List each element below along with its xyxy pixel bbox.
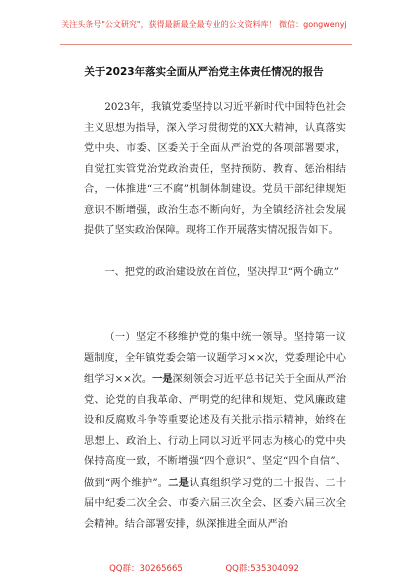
body-text-a: （一）坚定不移维护党的集中统一领导。坚持第一议题制度，全年镇党委会第一议题学习××次，党委理论中心组学习××次。 [84,332,346,385]
section-heading: 一、把党的政治建设放在首位，坚决捍卫“两个确立” [104,267,339,278]
footer-qq-2: QQ群:535304092 [225,564,299,574]
header-text: 关注头条号"公文研究"，获得最新最全最专业的公文资料库！ 微信：gongwenyj [61,20,347,29]
body-text-c: 深刻领会习近平总书记关于全面从严治党、论党的自我革命、严明党的纪律和规矩、党风廉政建设和反腐败斗争等重要论述及有关批示指示精神，始终在思想上、政治上、行动上同以习近平同志为核心的党中央保持高度一致，不断增强“四个意识”、坚定“四个自信”、做到“两个维护”。 [84,374,347,489]
bold-marker-1: 一是 [152,373,173,385]
footer-qq-1: QQ群：30265665 [109,564,183,574]
page-header [0,8,408,42]
header-divider [60,44,352,45]
body-paragraph [84,328,346,535]
page-footer [0,562,408,574]
body-text-d: 认真组织学习党的二十报告、二十届中纪委二次全会、市委六届三次全会、区委六届三次全会精神。结合部署安排，纵深推进全面从严治 [84,477,347,530]
intro-paragraph: 2023年，我镇党委坚持以习近平新时代中国特色社会主义思想为指导，深入学习贯彻党的XX大精神，认真落实党中央、市委、区委关于全面从严治党的各项部署要求，自觉扛实管党治党政治责任，坚持预防、教育、惩治相结合，一体推进“三不腐”机制体制建设。党员干部纪律规矩意识不断增强，政治生态不断向好，为全镇经济社会发展提供了坚实政治保障。现将工作开展落实情况报告如下。 [84,102,346,236]
bold-marker-2: 二是 [168,476,190,489]
document-title: 关于2023年落实全面从严治党主体责任情况的报告 [84,66,324,78]
